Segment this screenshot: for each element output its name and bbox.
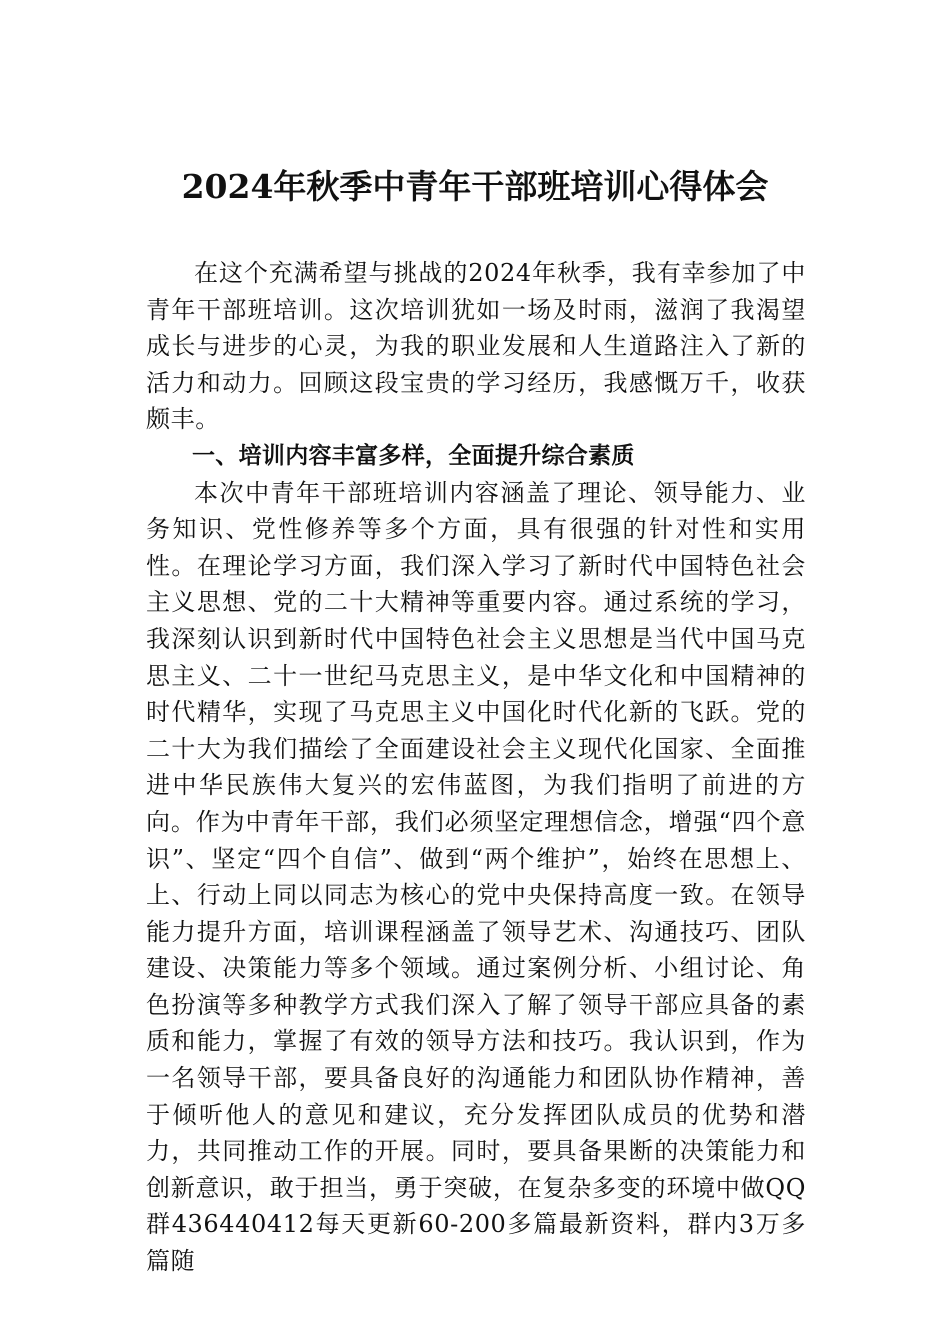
section-paragraph: 本次中青年干部班培训内容涵盖了理论、领导能力、业务知识、党性修养等多个方面，具有很强的针对性和实用性。在理论学习方面，我们深入学习了新时代中国特色社会主义思想、党的二十大精神等重要内容。通过系统的学习，我深刻认识到新时代中国特色社会主义思想是当代中国马克思主义、二十一世纪马克思主义，是中华文化和中国精神的时代精华，实现了马克思主义中国化时代化新的飞跃。党的二十大为我们描绘了全面建设社会主义现代化国家、全面推进中华民族伟大复兴的宏伟蓝图，为我们指明了前进的方向。作为中青年干部，我们必须坚定理想信念，增强“四个意识”、坚定“四个自信”、做到“两个维护”，始终在思想上、上、行动上同以同志为核心的党中央保持高度一致。在领导能力提升方面，培训课程涵盖了领导艺术、沟通技巧、团队建设、决策能力等多个领域。通过案例分析、小组讨论、角色扮演等多种教学方式我们深入了解了领导干部应具备的素质和能力，掌握了有效的领导方法和技巧。我认识到，作为一名领导干部，要具备良好的沟通能力和团队协作精神，善于倾听他人的意见和建议，充分发挥团队成员的优势和潜力，共同推动工作的开展。同时，要具备果断的决策能力和创新意识，敢于担当，勇于突破，在复杂多变的环境中做QQ群436440412每天更新60-200多篇最新资料，群内3万多篇随	[146, 478, 806, 1276]
section-heading: 一、培训内容丰富多样，全面提升综合素质	[192, 442, 635, 469]
document-title: 2024年秋季中青年干部班培训心得体会	[181, 167, 769, 206]
intro-paragraph: 在这个充满希望与挑战的2024年秋季，我有幸参加了中青年干部班培训。这次培训犹如一场及时雨，滋润了我渴望成长与进步的心灵，为我的职业发展和人生道路注入了新的活力和动力。回顾这段宝贵的学习经历，我感慨万千，收获颇丰。	[146, 259, 806, 434]
document-body	[146, 255, 806, 1280]
